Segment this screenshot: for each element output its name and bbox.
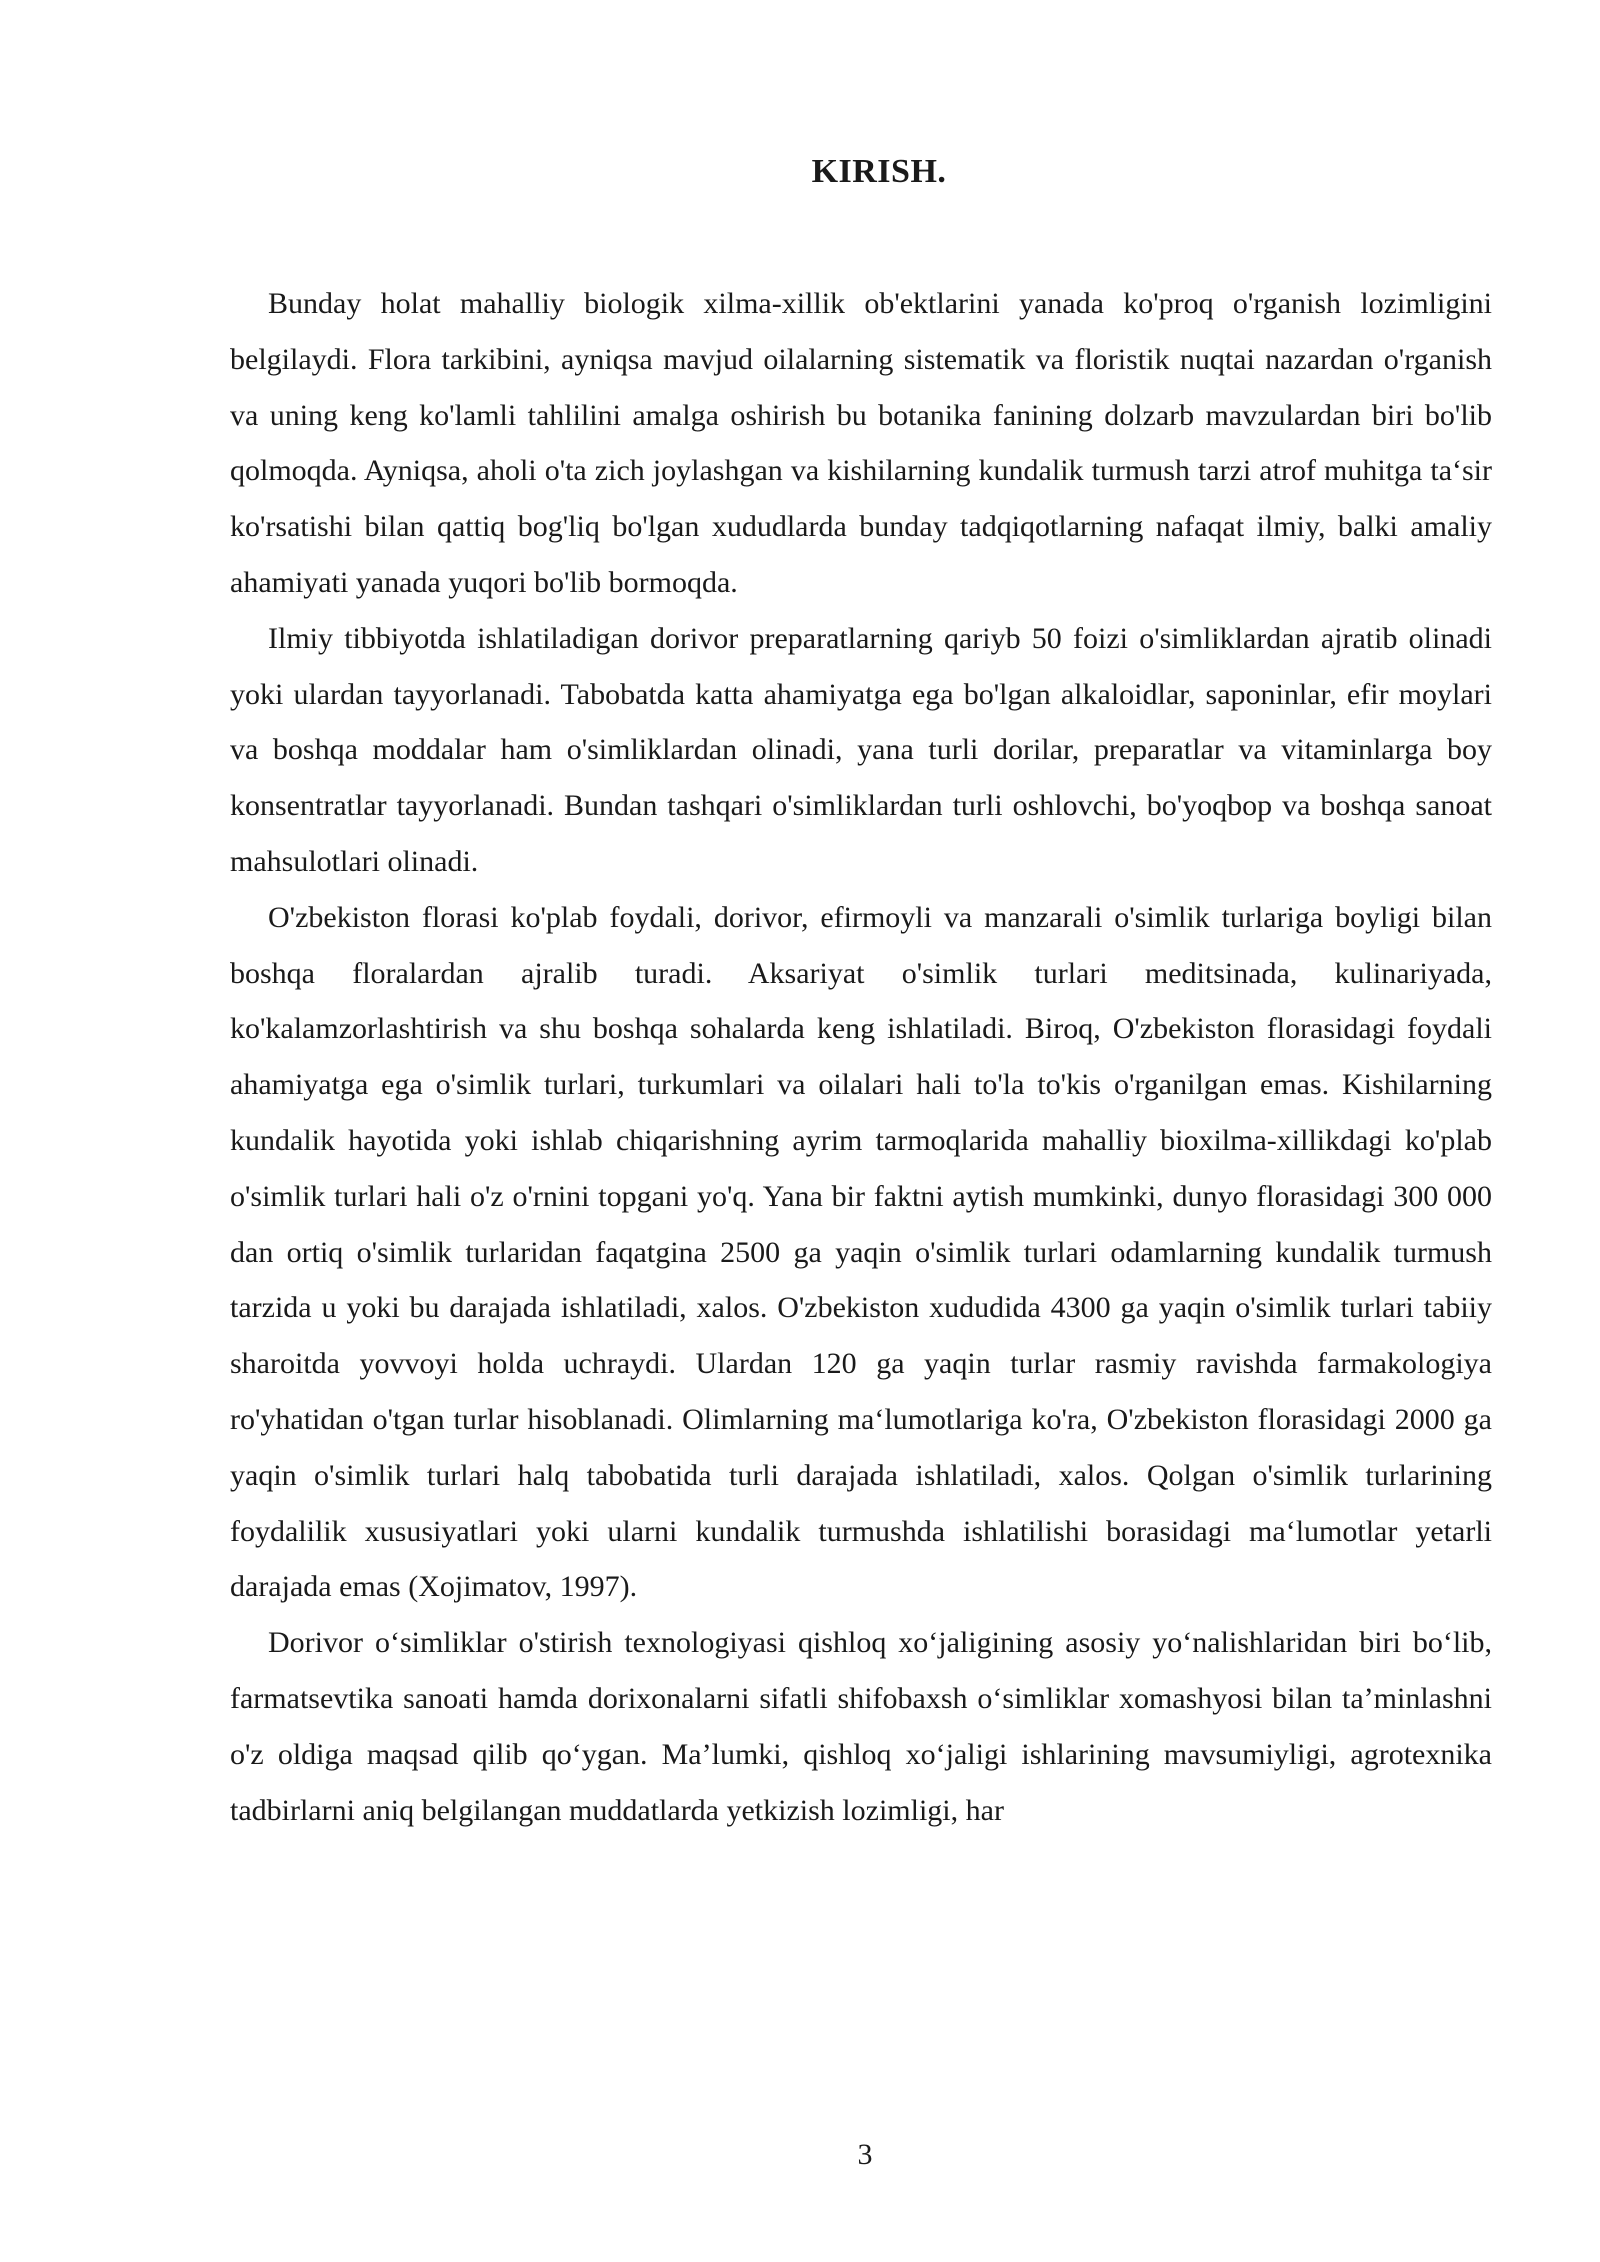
- paragraph: Dorivor o‘simliklar o'stirish texnologiyasi qishloq xo‘jaligining asosiy yo‘nalishlaridan biri bo‘lib, farmatsevtika sanoati hamda dorixonalarni sifatli shifobaxsh o‘simliklar xomashyosi bilan ta’minlashni o'z oldiga maqsad qilib qo‘ygan. Ma’lumki, qishloq xo‘jaligi ishlarining mavsumiyligi, agrotexnika tadbirlarni aniq belgilangan muddatlarda yetkizish lozimligi, har: [230, 1626, 1492, 1827]
- paragraph: Bunday holat mahalliy biologik xilma-xillik ob'ektlarini yanada ko'proq o'rganish lozimligini belgilaydi. Flora tarkibini, ayniqsa mavjud oilalarning sistematik va floristik nuqtai nazardan o'rganish va uning keng ko'lamli tahlilini amalga oshirish bu botanika fanining dolzarb mavzulardan biri bo'lib qolmoqda. Ayniqsa, aholi o'ta zich joylashgan va kishilarning kundalik turmush tarzi atrof muhitga ta‘sir ko'rsatishi bilan qattiq bog'liq bo'lgan xududlarda bunday tadqiqotlarning nafaqat ilmiy, balki amaliy ahamiyati yanada yuqori bo'lib bormoqda.: [230, 287, 1492, 599]
- page-number: 3: [857, 2138, 873, 2171]
- body-text: [230, 276, 1492, 1838]
- paragraph: Ilmiy tibbiyotda ishlatiladigan dorivor preparatlarning qariyb 50 foizi o'simliklardan ajratib olinadi yoki ulardan tayyorlanadi. Tabobatda katta ahamiyatga ega bo'lgan alkaloidlar, saponinlar, efir moylari va boshqa moddalar ham o'simliklardan olinadi, yana turli dorilar, preparatlar va vitaminlarga boy konsentratlar tayyorlanadi. Bundan tashqari o'simliklardan turli oshlovchi, bo'yoqbop va boshqa sanoat mahsulotlari olinadi.: [230, 621, 1492, 878]
- page-title: KIRISH.: [811, 153, 947, 190]
- paragraph: O'zbekiston florasi ko'plab foydali, dorivor, efirmoyli va manzarali o'simlik turlariga boyligi bilan boshqa floralardan ajralib turadi. Aksariyat o'simlik turlari meditsinada, kulinariyada, ko'kalamzorlashtirish va shu boshqa sohalarda keng ishlatiladi. Biroq, O'zbekiston florasidagi foydali ahamiyatga ega o'simlik turlari, turkumlari va oilalari hali to'la to'kis o'rganilgan emas. Kishilarning kundalik hayotida yoki ishlab chiqarishning ayrim tarmoqlarida mahalliy bioxilma-xillikdagi ko'plab o'simlik turlari hali o'z o'rnini topgani yo'q. Yana bir faktni aytish mumkinki, dunyo florasidagi 300 000 dan ortiq o'simlik turlaridan faqatgina 2500 ga yaqin o'simlik turlari odamlarning kundalik turmush tarzida u yoki bu darajada ishlatiladi, xalos. O'zbekiston xududida 4300 ga yaqin o'simlik turlari tabiiy sharoitda yovvoyi holda uchraydi. Ulardan 120 ga yaqin turlar rasmiy ravishda farmakologiya ro'yhatidan o'tgan turlar hisoblanadi. Olimlarning ma‘lumotlariga ko'ra, O'zbekiston florasidagi 2000 ga yaqin o'simlik turlari halq tabobatida turli darajada ishlatiladi, xalos. Qolgan o'simlik turlarining foydalilik xususiyatlari yoki ularni kundalik turmushda ishlatilishi borasidagi ma‘lumotlar yetarli darajada emas (Xojimatov, 1997).: [230, 900, 1492, 1604]
